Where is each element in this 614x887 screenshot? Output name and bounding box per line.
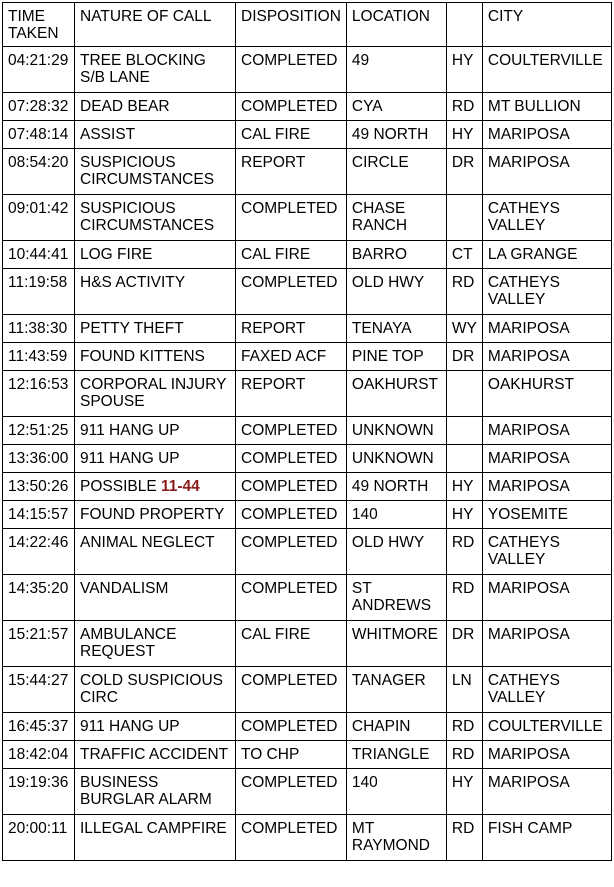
time-cell — [3, 713, 75, 741]
street-type-cell-text: HY — [451, 126, 474, 143]
disposition-cell — [236, 149, 347, 195]
location-cell-text: UNKNOWN — [351, 450, 434, 467]
nature-cell-text: COLD SUSPICIOUS CIRC — [80, 672, 223, 706]
location-cell-text: BARRO — [351, 246, 408, 263]
time-cell-text: 10:44:41 — [8, 246, 69, 263]
table-row — [3, 269, 612, 315]
nature-cell — [75, 121, 236, 149]
disposition-cell — [236, 195, 347, 241]
street-type-cell-text: RD — [451, 274, 475, 291]
nature-cell-text: LOG FIRE — [80, 246, 153, 263]
nature-cell — [75, 195, 236, 241]
location-cell — [346, 667, 446, 713]
col-header-location: LOCATION — [346, 3, 446, 47]
city-cell-text: MT BULLION — [487, 98, 581, 115]
nature-cell-text: 911 HANG UP — [80, 718, 180, 735]
col-header-time: TIME TAKEN — [3, 3, 75, 47]
city-cell — [482, 445, 611, 473]
location-cell — [346, 417, 446, 445]
street-type-cell — [446, 501, 482, 529]
city-cell — [482, 121, 611, 149]
table-row — [3, 371, 612, 417]
location-cell-text: 140 — [351, 506, 378, 523]
city-cell — [482, 47, 611, 93]
disposition-cell-text: COMPLETED — [241, 506, 338, 523]
city-cell-text: YOSEMITE — [487, 506, 569, 523]
table-row — [3, 575, 612, 621]
disposition-cell — [236, 241, 347, 269]
time-cell-text: 14:22:46 — [8, 534, 69, 551]
time-cell — [3, 47, 75, 93]
nature-cell-text: 911 HANG UP — [80, 422, 180, 439]
call-log-table — [2, 2, 612, 861]
time-cell-text: 13:36:00 — [8, 450, 69, 467]
time-cell — [3, 121, 75, 149]
nature-cell-text: SUSPICIOUS CIRCUMSTANCES — [80, 200, 215, 234]
city-cell — [482, 343, 611, 371]
nature-cell-text: FOUND PROPERTY — [80, 506, 225, 523]
city-cell — [482, 621, 611, 667]
nature-cell — [75, 741, 236, 769]
time-cell-text: 18:42:04 — [8, 746, 69, 763]
location-cell-text: 140 — [351, 774, 378, 791]
nature-cell-text: TREE BLOCKING S/B LANE — [80, 52, 206, 86]
disposition-cell — [236, 417, 347, 445]
disposition-cell — [236, 445, 347, 473]
location-cell — [346, 47, 446, 93]
location-cell-text: UNKNOWN — [351, 422, 434, 439]
time-cell — [3, 371, 75, 417]
disposition-cell — [236, 371, 347, 417]
city-cell-text: MARIPOSA — [487, 126, 570, 143]
nature-cell — [75, 621, 236, 667]
street-type-cell-text: CT — [451, 246, 473, 263]
disposition-cell-text: REPORT — [241, 320, 306, 337]
disposition-cell-text: CAL FIRE — [241, 246, 311, 263]
table-row — [3, 769, 612, 815]
table-row — [3, 667, 612, 713]
street-type-cell — [446, 269, 482, 315]
city-cell-text: MARIPOSA — [487, 626, 570, 643]
time-cell-text: 08:54:20 — [8, 154, 69, 171]
table-row — [3, 713, 612, 741]
location-cell — [346, 241, 446, 269]
time-cell-text: 12:16:53 — [8, 376, 69, 393]
nature-cell — [75, 47, 236, 93]
street-type-cell — [446, 93, 482, 121]
disposition-cell — [236, 93, 347, 121]
city-cell-text: FISH CAMP — [487, 820, 573, 837]
table-row — [3, 149, 612, 195]
time-cell — [3, 501, 75, 529]
street-type-cell-text: HY — [451, 52, 474, 69]
table-row — [3, 501, 612, 529]
time-cell — [3, 815, 75, 861]
street-type-cell — [446, 195, 482, 241]
location-cell-text: OLD HWY — [351, 274, 425, 291]
city-cell-text: LA GRANGE — [487, 246, 578, 263]
nature-cell-text: PETTY THEFT — [80, 320, 184, 337]
time-cell — [3, 417, 75, 445]
time-cell — [3, 769, 75, 815]
city-cell-text: MARIPOSA — [487, 348, 570, 365]
street-type-cell — [446, 417, 482, 445]
col-header-nature: NATURE OF CALL — [75, 3, 236, 47]
location-cell-text: TRIANGLE — [351, 746, 430, 763]
time-cell-text: 14:15:57 — [8, 506, 69, 523]
location-cell-text: 49 — [351, 52, 370, 69]
location-cell-text: CHAPIN — [351, 718, 411, 735]
table-row — [3, 315, 612, 343]
disposition-cell-text: COMPLETED — [241, 98, 338, 115]
disposition-cell — [236, 769, 347, 815]
nature-cell — [75, 473, 236, 501]
time-cell — [3, 149, 75, 195]
city-cell — [482, 195, 611, 241]
location-cell — [346, 121, 446, 149]
city-cell — [482, 713, 611, 741]
time-cell — [3, 575, 75, 621]
time-cell — [3, 445, 75, 473]
street-type-cell — [446, 667, 482, 713]
location-cell — [346, 815, 446, 861]
street-type-cell-text: RD — [451, 820, 475, 837]
location-cell-text: TENAYA — [351, 320, 412, 337]
nature-cell-text: 911 HANG UP — [80, 450, 180, 467]
disposition-cell-text: TO CHP — [241, 746, 300, 763]
street-type-cell-text: WY — [451, 320, 477, 337]
city-cell-text: MARIPOSA — [487, 154, 570, 171]
street-type-cell — [446, 343, 482, 371]
street-type-cell — [446, 529, 482, 575]
nature-cell-text: CORPORAL INJURY SPOUSE — [80, 376, 227, 410]
table-row — [3, 621, 612, 667]
table-row — [3, 195, 612, 241]
location-cell — [346, 371, 446, 417]
nature-cell — [75, 343, 236, 371]
table-row — [3, 529, 612, 575]
time-cell-text: 11:19:58 — [8, 274, 68, 291]
location-cell-text: CIRCLE — [351, 154, 409, 171]
street-type-cell — [446, 121, 482, 149]
time-cell-text: 11:43:59 — [8, 348, 68, 365]
city-cell — [482, 815, 611, 861]
disposition-cell-text: COMPLETED — [241, 52, 338, 69]
disposition-cell-text: CAL FIRE — [241, 626, 311, 643]
city-cell-text: CATHEYS VALLEY — [487, 200, 560, 234]
nature-cell-text: ANIMAL NEGLECT — [80, 534, 215, 551]
city-cell — [482, 575, 611, 621]
nature-cell — [75, 417, 236, 445]
nature-cell-text: H&S ACTIVITY — [80, 274, 186, 291]
street-type-cell — [446, 445, 482, 473]
time-cell — [3, 241, 75, 269]
location-cell — [346, 269, 446, 315]
city-cell-text: OAKHURST — [487, 376, 575, 393]
time-cell-text: 16:45:37 — [8, 718, 69, 735]
disposition-cell-text: COMPLETED — [241, 478, 338, 495]
street-type-cell-text: DR — [451, 626, 475, 643]
location-cell — [346, 741, 446, 769]
disposition-cell-text: REPORT — [241, 154, 306, 171]
location-cell-text: OLD HWY — [351, 534, 425, 551]
street-type-cell — [446, 621, 482, 667]
location-cell — [346, 445, 446, 473]
disposition-cell-text: COMPLETED — [241, 580, 338, 597]
nature-cell-text: DEAD BEAR — [80, 98, 170, 115]
disposition-cell — [236, 575, 347, 621]
time-cell-text: 13:50:26 — [8, 478, 69, 495]
location-cell-text: ST ANDREWS — [351, 580, 432, 614]
time-cell-text: 09:01:42 — [8, 200, 69, 217]
time-cell-text: 11:38:30 — [8, 320, 68, 337]
location-cell-text: 49 NORTH — [351, 126, 429, 143]
street-type-cell-text: RD — [451, 580, 475, 597]
city-cell — [482, 741, 611, 769]
location-cell — [346, 575, 446, 621]
city-cell-text: CATHEYS VALLEY — [487, 534, 560, 568]
disposition-cell-text: FAXED ACF — [241, 348, 327, 365]
street-type-cell-text: RD — [451, 746, 475, 763]
location-cell-text: 49 NORTH — [351, 478, 429, 495]
nature-cell — [75, 93, 236, 121]
nature-cell — [75, 667, 236, 713]
city-cell — [482, 529, 611, 575]
location-cell-text: OAKHURST — [351, 376, 439, 393]
street-type-cell — [446, 315, 482, 343]
street-type-cell-text: RD — [451, 534, 475, 551]
time-cell-text: 14:35:20 — [8, 580, 69, 597]
street-type-cell — [446, 815, 482, 861]
street-type-cell — [446, 149, 482, 195]
disposition-cell — [236, 343, 347, 371]
street-type-cell-text: LN — [451, 672, 472, 689]
disposition-cell — [236, 667, 347, 713]
disposition-cell — [236, 47, 347, 93]
disposition-cell — [236, 621, 347, 667]
location-cell-text: CYA — [351, 98, 383, 115]
city-cell-text: MARIPOSA — [487, 478, 570, 495]
city-cell-text: CATHEYS VALLEY — [487, 274, 560, 308]
disposition-cell-text: COMPLETED — [241, 774, 338, 791]
disposition-cell-text: COMPLETED — [241, 534, 338, 551]
table-row — [3, 121, 612, 149]
city-cell — [482, 371, 611, 417]
nature-cell — [75, 575, 236, 621]
nature-cell-text: POSSIBLE — [80, 478, 157, 495]
city-cell — [482, 417, 611, 445]
street-type-cell-text: HY — [451, 774, 474, 791]
street-type-cell-text: DR — [451, 154, 475, 171]
time-cell — [3, 93, 75, 121]
time-cell — [3, 269, 75, 315]
disposition-cell-text: COMPLETED — [241, 820, 338, 837]
time-cell — [3, 195, 75, 241]
city-cell — [482, 149, 611, 195]
city-cell — [482, 269, 611, 315]
city-cell — [482, 315, 611, 343]
header-row — [3, 3, 612, 47]
nature-cell — [75, 769, 236, 815]
nature-cell-text: BUSINESS BURGLAR ALARM — [80, 774, 212, 808]
disposition-cell-text: COMPLETED — [241, 672, 338, 689]
table-row — [3, 445, 612, 473]
time-cell-text: 19:19:36 — [8, 774, 69, 791]
street-type-cell-text: HY — [451, 506, 474, 523]
time-cell-text: 15:21:57 — [8, 626, 69, 643]
nature-cell — [75, 501, 236, 529]
disposition-cell — [236, 315, 347, 343]
location-cell-text: WHITMORE — [351, 626, 439, 643]
time-cell — [3, 621, 75, 667]
disposition-cell — [236, 529, 347, 575]
nature-cell-text: AMBULANCE REQUEST — [80, 626, 177, 660]
disposition-cell-text: REPORT — [241, 376, 306, 393]
street-type-cell — [446, 713, 482, 741]
street-type-cell — [446, 47, 482, 93]
time-cell-text: 07:28:32 — [8, 98, 69, 115]
table-row — [3, 473, 612, 501]
location-cell — [346, 343, 446, 371]
nature-cell — [75, 315, 236, 343]
city-cell-text: COULTERVILLE — [487, 52, 603, 69]
time-cell — [3, 667, 75, 713]
time-cell — [3, 473, 75, 501]
table-row — [3, 417, 612, 445]
disposition-cell-text: COMPLETED — [241, 274, 338, 291]
street-type-cell-text: RD — [451, 98, 475, 115]
location-cell — [346, 529, 446, 575]
location-cell — [346, 621, 446, 667]
location-cell — [346, 473, 446, 501]
col-header-disposition: DISPOSITION — [236, 3, 347, 47]
time-cell-text: 15:44:27 — [8, 672, 69, 689]
nature-cell-text: VANDALISM — [80, 580, 169, 597]
col-header-city: CITY — [482, 3, 611, 47]
disposition-cell — [236, 741, 347, 769]
table-row — [3, 343, 612, 371]
table-row — [3, 741, 612, 769]
street-type-cell — [446, 473, 482, 501]
city-cell — [482, 473, 611, 501]
disposition-cell — [236, 815, 347, 861]
time-cell — [3, 529, 75, 575]
disposition-cell — [236, 713, 347, 741]
disposition-cell-text: COMPLETED — [241, 718, 338, 735]
table-row — [3, 47, 612, 93]
city-cell-text: MARIPOSA — [487, 746, 570, 763]
nature-cell — [75, 149, 236, 195]
street-type-cell — [446, 241, 482, 269]
disposition-cell-text: COMPLETED — [241, 450, 338, 467]
time-cell — [3, 343, 75, 371]
disposition-cell — [236, 501, 347, 529]
call-code-highlight: 11-44 — [161, 478, 200, 495]
disposition-cell-text: COMPLETED — [241, 422, 338, 439]
table-row — [3, 93, 612, 121]
col-header-type — [446, 3, 482, 47]
table-row — [3, 815, 612, 861]
nature-cell — [75, 529, 236, 575]
nature-cell-text: ASSIST — [80, 126, 136, 143]
street-type-cell-text: HY — [451, 478, 474, 495]
nature-cell — [75, 713, 236, 741]
city-cell — [482, 501, 611, 529]
nature-cell-text: SUSPICIOUS CIRCUMSTANCES — [80, 154, 215, 188]
city-cell-text: MARIPOSA — [487, 450, 570, 467]
location-cell — [346, 93, 446, 121]
disposition-cell-text: COMPLETED — [241, 200, 338, 217]
nature-cell-text: FOUND KITTENS — [80, 348, 205, 365]
disposition-cell — [236, 121, 347, 149]
city-cell-text: MARIPOSA — [487, 422, 570, 439]
city-cell-text: MARIPOSA — [487, 580, 570, 597]
time-cell — [3, 315, 75, 343]
nature-cell — [75, 241, 236, 269]
disposition-cell — [236, 269, 347, 315]
location-cell-text: TANAGER — [351, 672, 426, 689]
city-cell-text: CATHEYS VALLEY — [487, 672, 560, 706]
city-cell-text: MARIPOSA — [487, 320, 570, 337]
city-cell — [482, 241, 611, 269]
city-cell-text: MARIPOSA — [487, 774, 570, 791]
street-type-cell — [446, 741, 482, 769]
street-type-cell — [446, 575, 482, 621]
street-type-cell-text: RD — [451, 718, 475, 735]
time-cell-text: 07:48:14 — [8, 126, 69, 143]
disposition-cell-text: CAL FIRE — [241, 126, 311, 143]
time-cell-text: 12:51:25 — [8, 422, 69, 439]
street-type-cell-text: DR — [451, 348, 475, 365]
time-cell-text: 04:21:29 — [8, 52, 69, 69]
nature-cell — [75, 371, 236, 417]
location-cell — [346, 501, 446, 529]
disposition-cell — [236, 473, 347, 501]
nature-cell-text: ILLEGAL CAMPFIRE — [80, 820, 227, 837]
location-cell — [346, 195, 446, 241]
city-cell-text: COULTERVILLE — [487, 718, 603, 735]
table-row — [3, 241, 612, 269]
street-type-cell — [446, 371, 482, 417]
location-cell-text: MT RAYMOND — [351, 820, 430, 854]
location-cell-text: CHASE RANCH — [351, 200, 408, 234]
nature-cell — [75, 445, 236, 473]
location-cell — [346, 149, 446, 195]
location-cell-text: PINE TOP — [351, 348, 424, 365]
street-type-cell — [446, 769, 482, 815]
time-cell-text: 20:00:11 — [8, 820, 68, 837]
nature-cell — [75, 815, 236, 861]
location-cell — [346, 769, 446, 815]
location-cell — [346, 713, 446, 741]
nature-cell — [75, 269, 236, 315]
city-cell — [482, 667, 611, 713]
nature-cell-text: TRAFFIC ACCIDENT — [80, 746, 229, 763]
time-cell — [3, 741, 75, 769]
city-cell — [482, 769, 611, 815]
location-cell — [346, 315, 446, 343]
city-cell — [482, 93, 611, 121]
